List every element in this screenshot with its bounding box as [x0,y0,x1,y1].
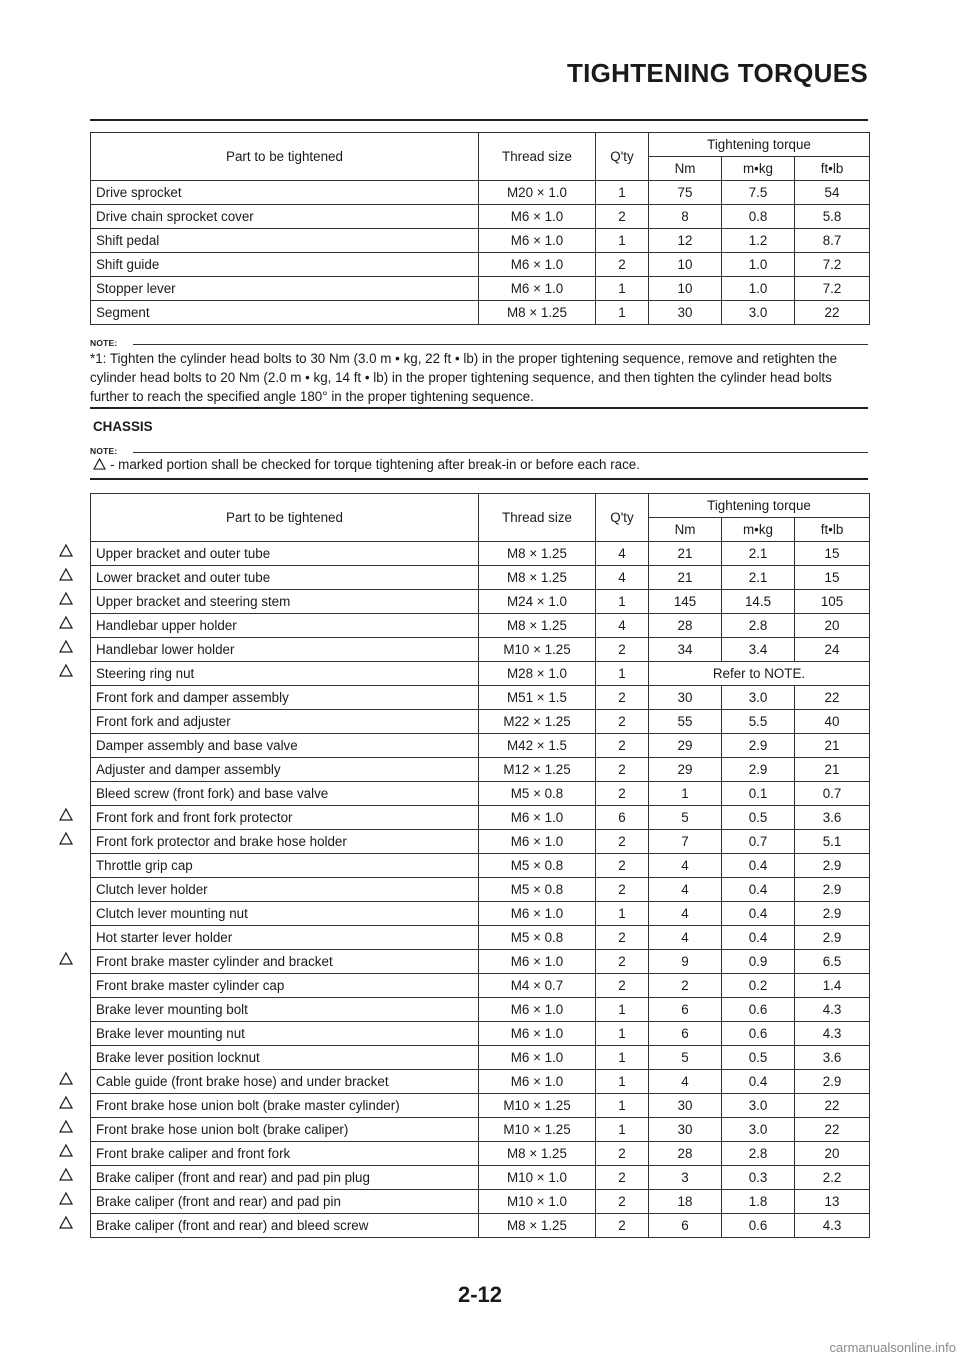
part-name-cell: Upper bracket and steering stem [91,590,479,614]
triangle-mark-icon [59,640,73,653]
torque-ftlb-cell: 4.3 [795,1022,870,1046]
thread-size-cell: M6 × 1.0 [479,229,596,253]
chassis-note-bottom-rule [90,478,868,480]
table-row [91,590,870,614]
torque-mkg-cell: 2.8 [722,614,795,638]
header-ftlb: ft•lb [795,157,870,181]
header-part: Part to be tightened [91,494,479,542]
thread-size-cell: M8 × 1.25 [479,566,596,590]
triangle-mark-icon [59,568,73,581]
table-row [91,638,870,662]
table-row [91,854,870,878]
qty-cell: 2 [596,830,649,854]
header-nm: Nm [649,518,722,542]
table-row [91,1142,870,1166]
header-thread-size: Thread size [479,494,596,542]
qty-cell: 1 [596,662,649,686]
torque-ftlb-cell: 22 [795,1094,870,1118]
table-row [91,1046,870,1070]
thread-size-cell: M6 × 1.0 [479,950,596,974]
torque-nm-cell: 29 [649,734,722,758]
qty-cell: 1 [596,277,649,301]
table-row [91,181,870,205]
torque-mkg-cell: 7.5 [722,181,795,205]
qty-cell: 4 [596,614,649,638]
thread-size-cell: M6 × 1.0 [479,205,596,229]
qty-cell: 2 [596,710,649,734]
torque-nm-cell: 9 [649,950,722,974]
thread-size-cell: M6 × 1.0 [479,902,596,926]
part-name-cell: Throttle grip cap [91,854,479,878]
torque-ftlb-cell: 3.6 [795,806,870,830]
chassis-note-label: NOTE: [90,446,118,456]
part-name-cell: Brake caliper (front and rear) and pad pin [91,1190,479,1214]
torque-nm-cell: 12 [649,229,722,253]
table-row [91,878,870,902]
part-name-cell: Brake caliper (front and rear) and bleed screw [91,1214,479,1238]
part-name-cell: Handlebar upper holder [91,614,479,638]
header-tightening-torque: Tightening torque [649,133,870,157]
qty-cell: 2 [596,782,649,806]
torque-ftlb-cell: 15 [795,542,870,566]
header-qty: Q'ty [596,133,649,181]
part-name-cell: Steering ring nut [91,662,479,686]
torque-nm-cell: 4 [649,878,722,902]
header-ftlb: ft•lb [795,518,870,542]
thread-size-cell: M6 × 1.0 [479,806,596,830]
part-name-cell: Segment [91,301,479,325]
torque-mkg-cell: 0.2 [722,974,795,998]
torque-nm-cell: 3 [649,1166,722,1190]
torque-ftlb-cell: 2.9 [795,878,870,902]
qty-cell: 1 [596,1118,649,1142]
triangle-mark-icon [59,544,73,557]
torque-mkg-cell: 0.7 [722,830,795,854]
triangle-mark-icon [59,592,73,605]
thread-size-cell: M8 × 1.25 [479,542,596,566]
torque-nm-cell: 10 [649,277,722,301]
qty-cell: 2 [596,950,649,974]
qty-cell: 1 [596,1022,649,1046]
qty-cell: 2 [596,974,649,998]
torque-nm-cell: 2 [649,974,722,998]
torque-ftlb-cell: 20 [795,1142,870,1166]
triangle-mark-icon [59,808,73,821]
table-row [91,1070,870,1094]
torque-mkg-cell: 0.5 [722,806,795,830]
qty-cell: 4 [596,566,649,590]
torque-nm-cell: 30 [649,1118,722,1142]
chassis-torque-table [90,493,870,1238]
table-row [91,806,870,830]
torque-nm-cell: 8 [649,205,722,229]
thread-size-cell: M10 × 1.25 [479,1118,596,1142]
thread-size-cell: M24 × 1.0 [479,590,596,614]
note-label: NOTE: [90,338,118,348]
torque-nm-cell: 5 [649,1046,722,1070]
torque-mkg-cell: 0.4 [722,878,795,902]
thread-size-cell: M22 × 1.25 [479,710,596,734]
torque-note-cell: Refer to NOTE. [649,662,870,686]
triangle-mark-icon [59,952,73,965]
torque-ftlb-cell: 5.1 [795,830,870,854]
chassis-note-rule [133,452,868,453]
qty-cell: 1 [596,229,649,253]
table-row [91,1166,870,1190]
thread-size-cell: M5 × 0.8 [479,926,596,950]
chassis-note-text: - marked portion shall be checked for torque tightening after break-in or before each race. [110,457,640,472]
torque-nm-cell: 21 [649,542,722,566]
part-name-cell: Brake lever mounting bolt [91,998,479,1022]
table-row [91,1214,870,1238]
table-row [91,566,870,590]
thread-size-cell: M6 × 1.0 [479,277,596,301]
qty-cell: 1 [596,301,649,325]
torque-ftlb-cell: 4.3 [795,1214,870,1238]
torque-ftlb-cell: 21 [795,734,870,758]
part-name-cell: Front fork and adjuster [91,710,479,734]
table-row [91,1094,870,1118]
torque-mkg-cell: 0.4 [722,854,795,878]
torque-mkg-cell: 0.6 [722,998,795,1022]
part-name-cell: Brake caliper (front and rear) and pad pin plug [91,1166,479,1190]
header-thread-size: Thread size [479,133,596,181]
torque-ftlb-cell: 8.7 [795,229,870,253]
part-name-cell: Clutch lever mounting nut [91,902,479,926]
header-part: Part to be tightened [91,133,479,181]
torque-mkg-cell: 0.5 [722,1046,795,1070]
part-name-cell: Damper assembly and base valve [91,734,479,758]
part-name-cell: Hot starter lever holder [91,926,479,950]
torque-nm-cell: 1 [649,782,722,806]
torque-ftlb-cell: 2.9 [795,1070,870,1094]
part-name-cell: Front fork and damper assembly [91,686,479,710]
table-row [91,205,870,229]
part-name-cell: Front brake hose union bolt (brake caliper) [91,1118,479,1142]
qty-cell: 1 [596,1094,649,1118]
thread-size-cell: M51 × 1.5 [479,686,596,710]
torque-nm-cell: 30 [649,301,722,325]
triangle-mark-icon [59,1192,73,1205]
torque-ftlb-cell: 0.7 [795,782,870,806]
thread-size-cell: M5 × 0.8 [479,782,596,806]
thread-size-cell: M8 × 1.25 [479,1214,596,1238]
table-row [91,229,870,253]
torque-mkg-cell: 2.1 [722,542,795,566]
table-row [91,686,870,710]
part-name-cell: Bleed screw (front fork) and base valve [91,782,479,806]
table-row [91,998,870,1022]
torque-nm-cell: 75 [649,181,722,205]
torque-nm-cell: 4 [649,854,722,878]
table-row [91,734,870,758]
qty-cell: 2 [596,1190,649,1214]
torque-ftlb-cell: 13 [795,1190,870,1214]
part-name-cell: Front fork and front fork protector [91,806,479,830]
header-tightening-torque: Tightening torque [649,494,870,518]
qty-cell: 2 [596,686,649,710]
table-row [91,1022,870,1046]
triangle-mark-icon [59,1144,73,1157]
thread-size-cell: M5 × 0.8 [479,878,596,902]
qty-cell: 2 [596,253,649,277]
header-mkg: m•kg [722,157,795,181]
note-bottom-rule [90,407,868,409]
table-row [91,710,870,734]
torque-nm-cell: 6 [649,998,722,1022]
torque-mkg-cell: 3.0 [722,686,795,710]
engine-table-body [91,181,870,325]
qty-cell: 2 [596,205,649,229]
torque-ftlb-cell: 1.4 [795,974,870,998]
torque-ftlb-cell: 5.8 [795,205,870,229]
qty-cell: 2 [596,758,649,782]
thread-size-cell: M6 × 1.0 [479,830,596,854]
torque-nm-cell: 4 [649,926,722,950]
triangle-mark-icon [59,664,73,677]
torque-nm-cell: 34 [649,638,722,662]
torque-mkg-cell: 2.1 [722,566,795,590]
table-row [91,974,870,998]
torque-nm-cell: 10 [649,253,722,277]
title-rule [90,119,868,121]
qty-cell: 2 [596,854,649,878]
torque-mkg-cell: 3.0 [722,1094,795,1118]
torque-mkg-cell: 1.2 [722,229,795,253]
torque-ftlb-cell: 21 [795,758,870,782]
torque-ftlb-cell: 105 [795,590,870,614]
torque-ftlb-cell: 24 [795,638,870,662]
table-row [91,301,870,325]
table-row [91,253,870,277]
qty-cell: 4 [596,542,649,566]
torque-ftlb-cell: 22 [795,301,870,325]
part-name-cell: Brake lever position locknut [91,1046,479,1070]
qty-cell: 2 [596,1166,649,1190]
torque-ftlb-cell: 2.9 [795,854,870,878]
torque-mkg-cell: 5.5 [722,710,795,734]
watermark: carmanualsonline.info [829,1340,956,1355]
torque-ftlb-cell: 54 [795,181,870,205]
qty-cell: 1 [596,1070,649,1094]
part-name-cell: Stopper lever [91,277,479,301]
torque-mkg-cell: 1.0 [722,277,795,301]
thread-size-cell: M8 × 1.25 [479,1142,596,1166]
thread-size-cell: M20 × 1.0 [479,181,596,205]
part-name-cell: Adjuster and damper assembly [91,758,479,782]
qty-cell: 1 [596,998,649,1022]
thread-size-cell: M8 × 1.25 [479,301,596,325]
torque-ftlb-cell: 7.2 [795,253,870,277]
triangle-mark-icon [59,616,73,629]
torque-mkg-cell: 2.9 [722,734,795,758]
torque-nm-cell: 18 [649,1190,722,1214]
qty-cell: 2 [596,1142,649,1166]
qty-cell: 2 [596,734,649,758]
thread-size-cell: M28 × 1.0 [479,662,596,686]
torque-nm-cell: 30 [649,686,722,710]
torque-mkg-cell: 0.9 [722,950,795,974]
triangle-mark-icon [93,458,106,470]
part-name-cell: Handlebar lower holder [91,638,479,662]
torque-mkg-cell: 0.4 [722,1070,795,1094]
torque-mkg-cell: 0.3 [722,1166,795,1190]
torque-ftlb-cell: 6.5 [795,950,870,974]
thread-size-cell: M10 × 1.0 [479,1166,596,1190]
triangle-mark-icon [59,1216,73,1229]
thread-size-cell: M6 × 1.0 [479,1070,596,1094]
table-row [91,950,870,974]
header-mkg: m•kg [722,518,795,542]
part-name-cell: Shift guide [91,253,479,277]
qty-cell: 6 [596,806,649,830]
torque-mkg-cell: 0.6 [722,1214,795,1238]
part-name-cell: Brake lever mounting nut [91,1022,479,1046]
torque-mkg-cell: 1.8 [722,1190,795,1214]
torque-mkg-cell: 2.9 [722,758,795,782]
torque-nm-cell: 30 [649,1094,722,1118]
torque-ftlb-cell: 2.9 [795,926,870,950]
torque-nm-cell: 21 [649,566,722,590]
torque-mkg-cell: 0.4 [722,902,795,926]
table-row [91,1190,870,1214]
torque-mkg-cell: 3.0 [722,301,795,325]
triangle-mark-icon [59,1096,73,1109]
table-row [91,902,870,926]
torque-nm-cell: 4 [649,1070,722,1094]
torque-nm-cell: 4 [649,902,722,926]
qty-cell: 1 [596,1046,649,1070]
torque-mkg-cell: 0.1 [722,782,795,806]
torque-mkg-cell: 1.0 [722,253,795,277]
header-qty: Q'ty [596,494,649,542]
torque-nm-cell: 6 [649,1022,722,1046]
torque-ftlb-cell: 4.3 [795,998,870,1022]
qty-cell: 2 [596,638,649,662]
engine-table-header [91,133,870,181]
thread-size-cell: M10 × 1.0 [479,1190,596,1214]
table-row [91,662,870,686]
torque-mkg-cell: 0.4 [722,926,795,950]
table-row [91,782,870,806]
torque-mkg-cell: 3.4 [722,638,795,662]
qty-cell: 1 [596,902,649,926]
part-name-cell: Drive sprocket [91,181,479,205]
thread-size-cell: M12 × 1.25 [479,758,596,782]
note-rule [133,344,868,345]
torque-nm-cell: 5 [649,806,722,830]
torque-nm-cell: 28 [649,614,722,638]
triangle-mark-icon [59,1168,73,1181]
torque-mkg-cell: 0.6 [722,1022,795,1046]
torque-nm-cell: 7 [649,830,722,854]
table-row [91,277,870,301]
part-name-cell: Front brake master cylinder cap [91,974,479,998]
table-row [91,542,870,566]
part-name-cell: Shift pedal [91,229,479,253]
engine-torque-table [90,132,870,325]
thread-size-cell: M10 × 1.25 [479,1094,596,1118]
chassis-table-body [91,542,870,1238]
header-nm: Nm [649,157,722,181]
torque-ftlb-cell: 7.2 [795,277,870,301]
thread-size-cell: M6 × 1.0 [479,1046,596,1070]
torque-ftlb-cell: 22 [795,686,870,710]
part-name-cell: Clutch lever holder [91,878,479,902]
triangle-mark-icon [59,1072,73,1085]
triangle-mark-icon [59,1120,73,1133]
cylinder-head-note: *1: Tighten the cylinder head bolts to 30 Nm (3.0 m • kg, 22 ft • lb) in the proper tightening sequence, remove and retighten the cylinder head bolts to 20 Nm (2.0 m • kg, 14 ft • lb) in the proper tightening sequence, and then tighten the cylinder head bolts further to reach the specified angle 180° in the proper tightening sequence. [90,351,838,404]
chassis-table-header [91,494,870,542]
torque-ftlb-cell: 40 [795,710,870,734]
torque-nm-cell: 29 [649,758,722,782]
part-name-cell: Front brake caliper and front fork [91,1142,479,1166]
torque-nm-cell: 28 [649,1142,722,1166]
qty-cell: 2 [596,878,649,902]
torque-mkg-cell: 0.8 [722,205,795,229]
thread-size-cell: M10 × 1.25 [479,638,596,662]
table-row [91,614,870,638]
thread-size-cell: M6 × 1.0 [479,998,596,1022]
table-row [91,830,870,854]
torque-ftlb-cell: 15 [795,566,870,590]
part-name-cell: Front brake master cylinder and bracket [91,950,479,974]
torque-nm-cell: 55 [649,710,722,734]
page-title: TIGHTENING TORQUES [566,58,868,88]
qty-cell: 2 [596,1214,649,1238]
part-name-cell: Front fork protector and brake hose holder [91,830,479,854]
thread-size-cell: M42 × 1.5 [479,734,596,758]
page-number: 2-12 [457,1282,503,1307]
part-name-cell: Upper bracket and outer tube [91,542,479,566]
part-name-cell: Front brake hose union bolt (brake master cylinder) [91,1094,479,1118]
thread-size-cell: M6 × 1.0 [479,1022,596,1046]
torque-mkg-cell: 14.5 [722,590,795,614]
table-row [91,1118,870,1142]
thread-size-cell: M8 × 1.25 [479,614,596,638]
table-row [91,758,870,782]
torque-mkg-cell: 2.8 [722,1142,795,1166]
qty-cell: 1 [596,590,649,614]
torque-mkg-cell: 3.0 [722,1118,795,1142]
torque-nm-cell: 6 [649,1214,722,1238]
thread-size-cell: M4 × 0.7 [479,974,596,998]
torque-ftlb-cell: 20 [795,614,870,638]
torque-ftlb-cell: 2.9 [795,902,870,926]
torque-nm-cell: 145 [649,590,722,614]
section-heading-chassis: CHASSIS [93,419,153,434]
table-row [91,926,870,950]
thread-size-cell: M6 × 1.0 [479,253,596,277]
torque-ftlb-cell: 2.2 [795,1166,870,1190]
thread-size-cell: M5 × 0.8 [479,854,596,878]
torque-ftlb-cell: 3.6 [795,1046,870,1070]
part-name-cell: Drive chain sprocket cover [91,205,479,229]
part-name-cell: Lower bracket and outer tube [91,566,479,590]
part-name-cell: Cable guide (front brake hose) and under bracket [91,1070,479,1094]
qty-cell: 2 [596,926,649,950]
torque-ftlb-cell: 22 [795,1118,870,1142]
qty-cell: 1 [596,181,649,205]
triangle-mark-icon [59,832,73,845]
